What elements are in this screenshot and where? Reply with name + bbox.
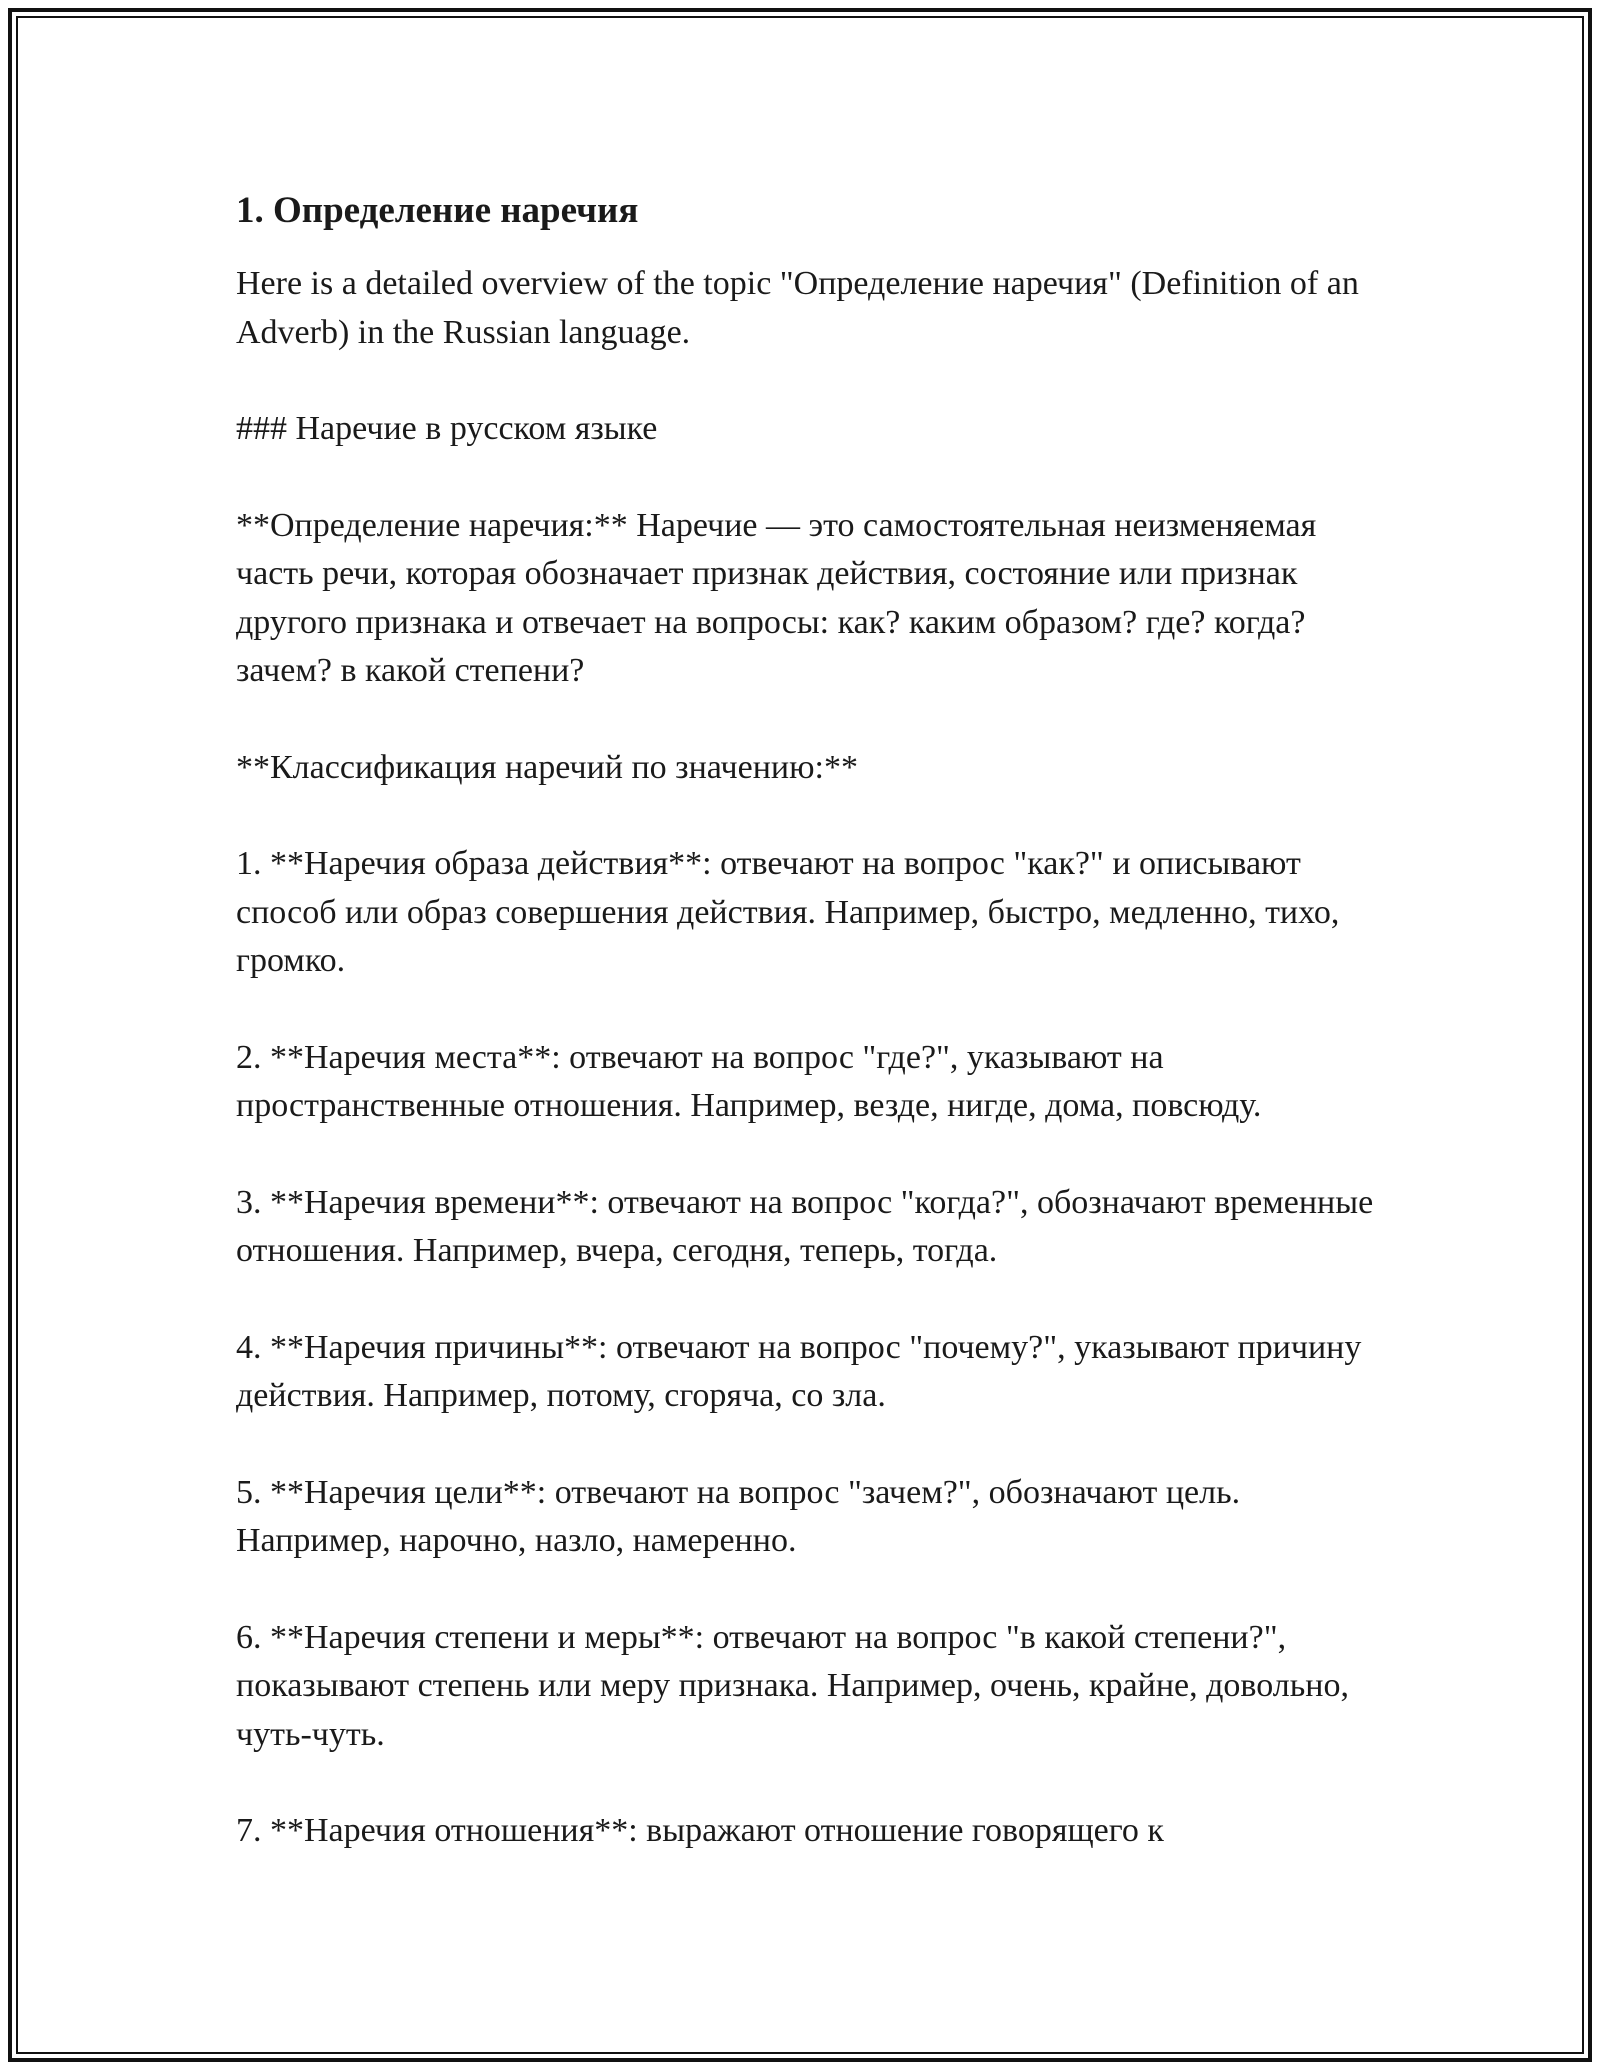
list-item-place: 2. **Наречия места**: отвечают на вопрос "где?", указывают на пространственные отношения. Например, везде, нигде, дома, повсюду. <box>236 1038 1262 1124</box>
section-subheading: ### Наречие в русском языке <box>236 410 658 447</box>
list-item-time: 3. **Наречия времени**: отвечают на вопрос "когда?", обозначают временные отношения. Например, вчера, сегодня, теперь, тогда. <box>236 1183 1374 1269</box>
list-item-purpose: 5. **Наречия цели**: отвечают на вопрос "зачем?", обозначают цель. Например, нарочно, назло, намеренно. <box>236 1473 1241 1559</box>
document-body <box>236 186 1386 1904</box>
document-heading: 1. Определение наречия <box>236 190 639 231</box>
list-item-degree: 6. **Наречия степени и меры**: отвечают на вопрос "в какой степени?", показывают степень или меру признака. Например, очень, крайне, довольно, чуть-чуть. <box>236 1618 1349 1753</box>
intro-paragraph: Here is a detailed overview of the topic "Определение наречия" (Definition of an Adverb) in the Russian language. <box>236 265 1359 351</box>
list-item-cause: 4. **Наречия причины**: отвечают на вопрос "почему?", указывают причину действия. Например, потому, сгоряча, со зла. <box>236 1328 1362 1414</box>
list-item-relation: 7. **Наречия отношения**: выражают отношение говорящего к <box>236 1812 1164 1849</box>
classification-heading: **Классификация наречий по значению:** <box>236 748 858 786</box>
list-item-manner: 1. **Наречия образа действия**: отвечают на вопрос "как?" и описывают способ или образ совершения действия. Например, быстро, медленно, тихо, громко. <box>236 845 1340 979</box>
definition-paragraph: **Определение наречия:** Наречие — это самостоятельная неизменяемая часть речи, которая обозначает признак действия, состояние или признак другого признака и отвечает на вопросы: как? каким образом? где? когда? зачем? в какой степени? <box>236 506 1317 689</box>
